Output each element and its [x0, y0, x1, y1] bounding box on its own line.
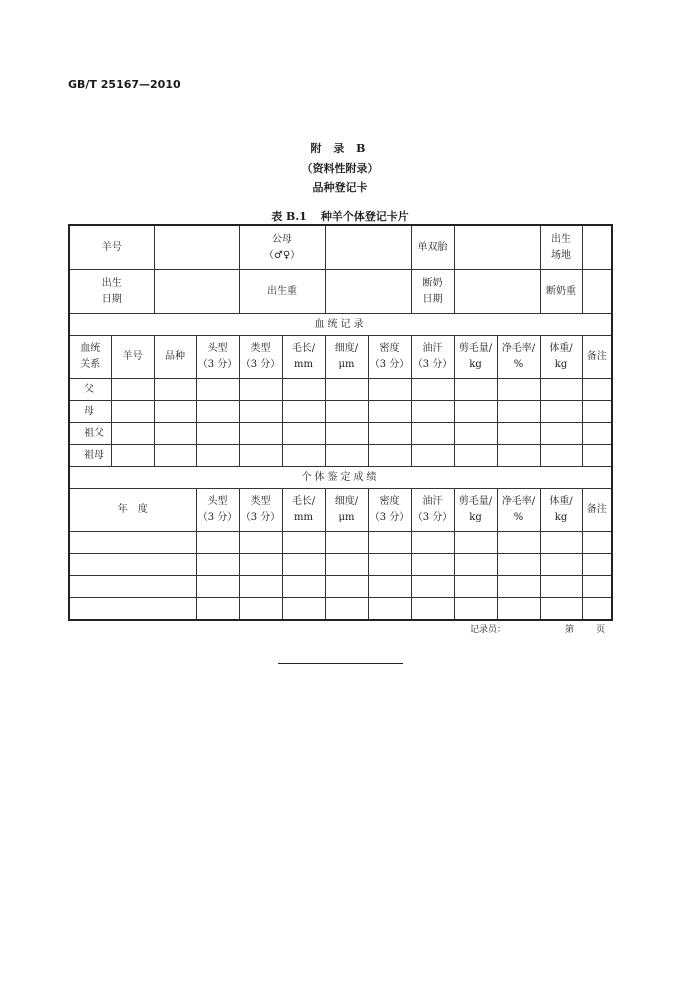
cell[interactable] — [239, 445, 282, 467]
pedigree-relation: 祖父 — [69, 423, 111, 445]
cell[interactable] — [69, 554, 196, 576]
col-remarks: 备注 — [582, 336, 612, 379]
col-fineness-line1: 细度/ — [334, 496, 359, 507]
cell[interactable] — [497, 379, 540, 401]
label-weaning-line1: 断奶 — [422, 277, 443, 289]
col-shearing-line1: 剪毛量/ — [458, 343, 493, 354]
col-shearing-line1: 剪毛量/ — [458, 496, 493, 507]
cell[interactable] — [154, 423, 196, 445]
cell[interactable] — [239, 532, 282, 554]
col-grease-line2: （3 分） — [412, 359, 453, 370]
col-relation-line2: 关系 — [80, 359, 101, 370]
label-sheep-no: 羊号 — [69, 225, 154, 270]
appraisal-header-row — [69, 489, 612, 532]
cell[interactable] — [368, 532, 411, 554]
cell[interactable] — [282, 554, 325, 576]
cell[interactable] — [411, 532, 454, 554]
cell[interactable] — [411, 401, 454, 423]
col-head — [196, 336, 239, 379]
col-head-line2: （3 分） — [197, 512, 238, 523]
cell[interactable] — [239, 379, 282, 401]
pedigree-row-grandmother — [69, 445, 612, 467]
cell[interactable] — [411, 554, 454, 576]
label-weaning-weight: 断奶重 — [540, 270, 582, 314]
col-clean-yield — [497, 489, 540, 532]
table-caption-text: 种羊个体登记卡片 — [320, 210, 409, 223]
label-weaning-line2: 日期 — [422, 293, 443, 305]
cell[interactable] — [282, 532, 325, 554]
cell[interactable] — [368, 401, 411, 423]
value-weaning-date[interactable] — [454, 270, 540, 314]
cell[interactable] — [196, 598, 239, 621]
cell[interactable] — [196, 576, 239, 598]
cell[interactable] — [282, 401, 325, 423]
col-density-line1: 密度 — [379, 343, 400, 354]
col-type-line2: （3 分） — [240, 359, 281, 370]
col-body-weight-line2: kg — [554, 512, 568, 523]
label-sex-line1: 公母 — [272, 233, 292, 245]
appraisal-row — [69, 598, 612, 621]
col-shearing — [454, 336, 497, 379]
cell[interactable] — [454, 554, 497, 576]
cell[interactable] — [368, 423, 411, 445]
value-weaning-weight[interactable] — [582, 270, 612, 314]
cell[interactable] — [582, 401, 612, 423]
col-wool-length-line2: mm — [294, 512, 313, 523]
cell[interactable] — [497, 598, 540, 621]
col-fineness-line2: μm — [338, 512, 355, 523]
col-clean-yield-line2: % — [513, 359, 524, 370]
col-clean-yield-line1: 净毛率/ — [501, 343, 536, 354]
pedigree-section-title: 血统记录 — [69, 314, 612, 336]
cell[interactable] — [282, 445, 325, 467]
col-grease-line2: （3 分） — [412, 512, 453, 523]
cell[interactable] — [111, 445, 154, 467]
pedigree-relation: 父 — [69, 379, 111, 401]
cell[interactable] — [196, 401, 239, 423]
cell[interactable] — [540, 401, 582, 423]
info-row-2 — [69, 270, 612, 314]
col-grease-line1: 油汗 — [422, 496, 443, 507]
label-birthplace-line2: 场地 — [551, 249, 571, 261]
label-birthdate-line1: 出生 — [101, 277, 122, 289]
cell[interactable] — [411, 423, 454, 445]
col-density-line2: （3 分） — [369, 512, 410, 523]
appraisal-row — [69, 576, 612, 598]
registration-card-table — [68, 224, 613, 621]
cell[interactable] — [69, 576, 196, 598]
value-birthplace[interactable] — [582, 225, 612, 270]
cell[interactable] — [368, 554, 411, 576]
appraisal-section-row — [69, 467, 612, 489]
col-type — [239, 336, 282, 379]
cell[interactable] — [69, 532, 196, 554]
appraisal-row — [69, 554, 612, 576]
cell[interactable] — [497, 554, 540, 576]
pedigree-row-father — [69, 379, 612, 401]
col-density — [368, 489, 411, 532]
value-birth-weight[interactable] — [325, 270, 411, 314]
cell[interactable] — [196, 554, 239, 576]
cell[interactable] — [282, 423, 325, 445]
cell[interactable] — [325, 379, 368, 401]
label-birthplace — [540, 225, 582, 270]
cell[interactable] — [154, 379, 196, 401]
cell[interactable] — [582, 379, 612, 401]
col-grease — [411, 336, 454, 379]
cell[interactable] — [325, 576, 368, 598]
pedigree-row-grandfather — [69, 423, 612, 445]
cell[interactable] — [239, 598, 282, 621]
col-head — [196, 489, 239, 532]
cell[interactable] — [411, 379, 454, 401]
cell[interactable] — [454, 532, 497, 554]
label-sex — [239, 225, 325, 270]
cell[interactable] — [196, 445, 239, 467]
col-fineness-line2: μm — [338, 359, 355, 370]
label-sex-line2: （♂♀） — [263, 249, 301, 261]
cell[interactable] — [540, 576, 582, 598]
cell[interactable] — [497, 576, 540, 598]
col-fineness-line1: 细度/ — [334, 343, 359, 354]
page-label — [565, 622, 605, 635]
col-wool-length-line1: 毛长/ — [291, 343, 316, 354]
col-grease-line1: 油汗 — [422, 343, 443, 354]
col-type — [239, 489, 282, 532]
cell[interactable] — [325, 445, 368, 467]
col-shearing-line2: kg — [469, 512, 482, 523]
label-birthdate — [69, 270, 154, 314]
value-birthdate[interactable] — [154, 270, 239, 314]
value-sex[interactable] — [325, 225, 411, 270]
cell[interactable] — [582, 598, 612, 621]
table-number: 表 B.1 — [271, 210, 307, 223]
cell[interactable] — [497, 532, 540, 554]
cell[interactable] — [111, 379, 154, 401]
cell[interactable] — [582, 423, 612, 445]
col-wool-length — [282, 489, 325, 532]
col-body-weight-line1: 体重/ — [549, 343, 573, 354]
cell[interactable] — [111, 401, 154, 423]
col-head-line1: 头型 — [207, 343, 228, 354]
cell[interactable] — [239, 401, 282, 423]
pedigree-relation: 母 — [69, 401, 111, 423]
col-relation — [69, 336, 111, 379]
cell[interactable] — [540, 445, 582, 467]
col-head-line2: （3 分） — [197, 359, 238, 370]
page-prefix: 第 — [565, 625, 575, 635]
info-row-1 — [69, 225, 612, 270]
col-body-weight-line2: kg — [554, 359, 568, 370]
col-shearing-line2: kg — [469, 359, 482, 370]
cell[interactable] — [239, 576, 282, 598]
col-remarks: 备注 — [582, 489, 612, 532]
cell[interactable] — [582, 554, 612, 576]
col-body-weight — [540, 336, 582, 379]
col-year: 年 度 — [69, 489, 196, 532]
cell[interactable] — [368, 445, 411, 467]
label-twin: 单双胎 — [411, 225, 454, 270]
col-shearing — [454, 489, 497, 532]
label-birthdate-line2: 日期 — [101, 293, 122, 305]
col-body-weight-line1: 体重/ — [549, 496, 573, 507]
col-type-line2: （3 分） — [240, 512, 281, 523]
pedigree-relation: 祖母 — [69, 445, 111, 467]
cell[interactable] — [497, 445, 540, 467]
cell[interactable] — [582, 532, 612, 554]
col-clean-yield-line1: 净毛率/ — [501, 496, 536, 507]
pedigree-header-row — [69, 336, 612, 379]
cell[interactable] — [582, 576, 612, 598]
cell[interactable] — [154, 401, 196, 423]
cell[interactable] — [111, 423, 154, 445]
cell[interactable] — [239, 423, 282, 445]
cell[interactable] — [325, 401, 368, 423]
cell[interactable] — [454, 423, 497, 445]
col-density — [368, 336, 411, 379]
standard-code: GB/T 25167—2010 — [68, 78, 181, 91]
col-grease — [411, 489, 454, 532]
col-type-line1: 类型 — [250, 343, 271, 354]
cell[interactable] — [154, 445, 196, 467]
appendix-title: 附 录 B — [310, 142, 370, 155]
cell[interactable] — [282, 576, 325, 598]
cell[interactable] — [368, 379, 411, 401]
cell[interactable] — [196, 423, 239, 445]
cell[interactable] — [497, 423, 540, 445]
cell[interactable] — [454, 576, 497, 598]
cell[interactable] — [540, 423, 582, 445]
cell[interactable] — [540, 598, 582, 621]
value-twin[interactable] — [454, 225, 540, 270]
cell[interactable] — [325, 598, 368, 621]
col-clean-yield — [497, 336, 540, 379]
cell[interactable] — [325, 532, 368, 554]
col-type-line1: 类型 — [250, 496, 271, 507]
col-clean-yield-line2: % — [513, 512, 524, 523]
label-weaning-date — [411, 270, 454, 314]
cell[interactable] — [282, 379, 325, 401]
col-body-weight — [540, 489, 582, 532]
cell[interactable] — [411, 598, 454, 621]
pedigree-row-mother — [69, 401, 612, 423]
appendix-name: 品种登记卡 — [312, 181, 368, 194]
cell[interactable] — [282, 598, 325, 621]
cell[interactable] — [540, 379, 582, 401]
col-wool-length-line1: 毛长/ — [291, 496, 316, 507]
cell[interactable] — [454, 401, 497, 423]
col-sheep-no: 羊号 — [111, 336, 154, 379]
col-wool-length-line2: mm — [294, 359, 313, 370]
col-breed: 品种 — [154, 336, 196, 379]
col-density-line1: 密度 — [379, 496, 400, 507]
cell[interactable] — [582, 445, 612, 467]
cell[interactable] — [368, 576, 411, 598]
cell[interactable] — [368, 598, 411, 621]
appraisal-section-title: 个体鉴定成绩 — [69, 467, 612, 489]
cell[interactable] — [411, 445, 454, 467]
cell[interactable] — [196, 532, 239, 554]
cell[interactable] — [454, 379, 497, 401]
appraisal-row — [69, 532, 612, 554]
cell[interactable] — [454, 445, 497, 467]
page-suffix: 页 — [596, 625, 606, 635]
pedigree-section-row — [69, 314, 612, 336]
label-birthplace-line1: 出生 — [551, 233, 571, 245]
cell[interactable] — [454, 598, 497, 621]
cell[interactable] — [239, 554, 282, 576]
cell[interactable] — [540, 554, 582, 576]
col-head-line1: 头型 — [207, 496, 228, 507]
end-rule — [278, 663, 403, 664]
cell[interactable] — [69, 598, 196, 621]
label-birth-weight: 出生重 — [239, 270, 325, 314]
cell[interactable] — [325, 423, 368, 445]
recorder-label: 记录员： — [470, 625, 507, 635]
col-fineness — [325, 489, 368, 532]
col-wool-length — [282, 336, 325, 379]
cell[interactable] — [497, 401, 540, 423]
col-relation-line1: 血统 — [80, 343, 101, 354]
table-caption — [0, 208, 680, 224]
cell[interactable] — [325, 554, 368, 576]
cell[interactable] — [411, 576, 454, 598]
cell[interactable] — [196, 379, 239, 401]
col-density-line2: （3 分） — [369, 359, 410, 370]
value-sheep-no[interactable] — [154, 225, 239, 270]
cell[interactable] — [540, 532, 582, 554]
appendix-subtitle: （资料性附录） — [301, 162, 379, 175]
col-fineness — [325, 336, 368, 379]
